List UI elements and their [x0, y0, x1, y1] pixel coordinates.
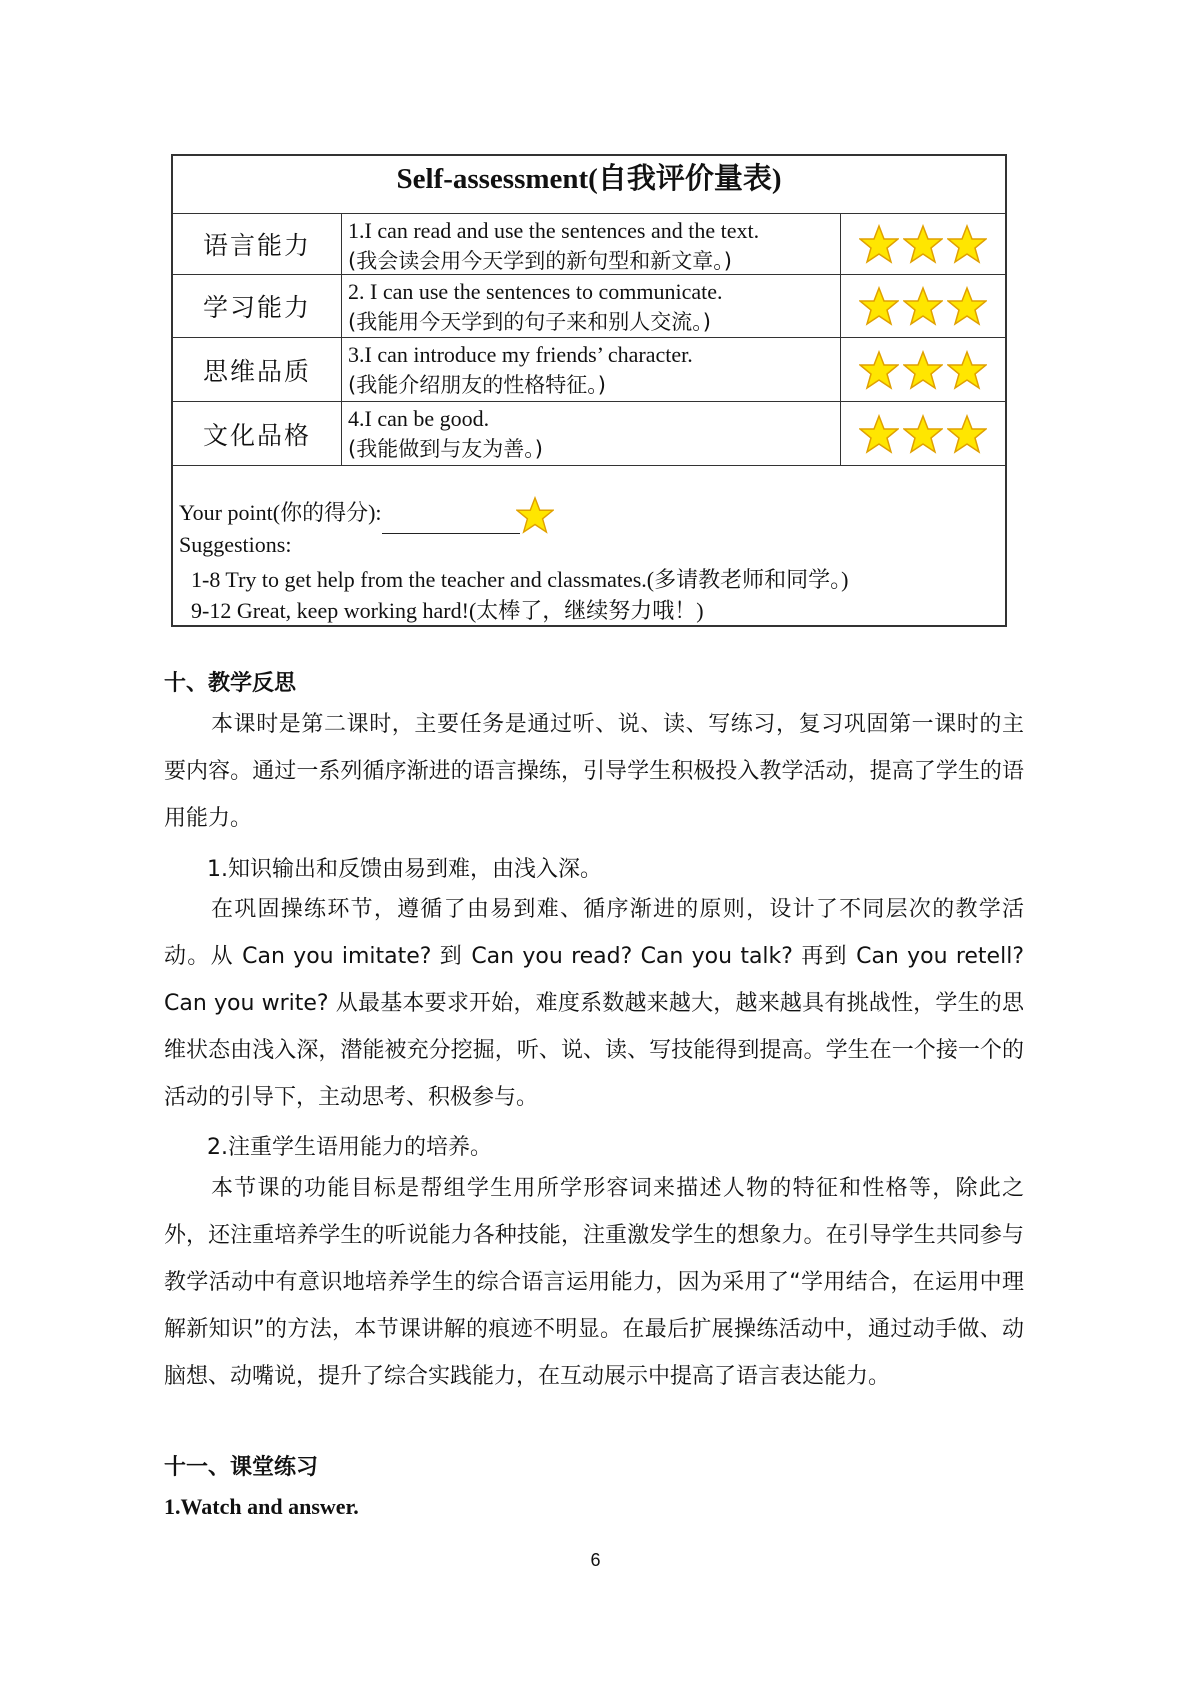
table-title: Self-assessment(自我评价量表): [173, 156, 1005, 214]
description-cell: [342, 338, 841, 401]
description-cell: [342, 214, 841, 274]
description-zh: (我会读会用今天学到的新句型和新文章。): [348, 249, 732, 273]
rating-stars: [841, 402, 1005, 465]
category-cell: 语言能力: [173, 214, 342, 274]
star-icon: [903, 414, 943, 454]
paragraph: 本课时是第二课时，主要任务是通过听、说、读、写练习，复习巩固第一课时的主要内容。通过一系列循序渐进的语言操练，引导学生积极投入教学活动，提高了学生的语用能力。: [164, 712, 1024, 831]
star-icon: [947, 350, 987, 390]
list-item: 1.知识输出和反馈由易到难，由浅入深。: [207, 857, 602, 882]
description-zh: (我能做到与友为善。): [348, 437, 543, 461]
list-item: 2.注重学生语用能力的培养。: [207, 1135, 492, 1160]
paragraph: 在巩固操练环节，遵循了由易到难、循序渐进的原则，设计了不同层次的教学活动。从 Can you imitate? 到 Can you read? Can you talk? 再到 Can you retell? Can you write? 从最基本要求开始，难度系数越来越大，越来越具有挑战性，学生的思维状态由浅入深，潜能被充分挖掘，听、说、读、写技能得到提高。学生在一个接一个的活动的引导下，主动思考、积极参与。: [164, 897, 1024, 1110]
star-icon: [516, 496, 554, 534]
description-en: 1.I can read and use the sentences and the text.: [348, 218, 760, 243]
description-cell: [342, 275, 841, 337]
exercise-title: 1.Watch and answer.: [164, 1494, 359, 1519]
description-en: 2. I can use the sentences to communicate.: [348, 279, 723, 304]
point-label: Your point(你的得分):: [179, 500, 382, 526]
suggestion-item: 9-12 Great, keep working hard!(太棒了，继续努力哦！): [191, 598, 704, 623]
star-icon: [947, 414, 987, 454]
star-icon: [859, 350, 899, 390]
page-number: 6: [590, 1550, 601, 1570]
star-icon: [859, 414, 899, 454]
description-en: 4.I can be good.: [348, 406, 490, 431]
table-row: [173, 275, 1005, 338]
star-icon: [859, 224, 899, 264]
suggestions-label: Suggestions:: [179, 532, 292, 557]
score-footer: [173, 466, 1005, 625]
table-row: [173, 402, 1005, 466]
star-icon: [947, 286, 987, 326]
category-cell: 思维品质: [173, 338, 342, 401]
category-cell: 学习能力: [173, 275, 342, 337]
description-en: 3.I can introduce my friends’ character.: [348, 342, 693, 367]
rating-stars: [841, 275, 1005, 337]
table-row: [173, 214, 1005, 275]
rating-stars: [841, 338, 1005, 401]
star-icon: [947, 224, 987, 264]
section-heading: 十、教学反思: [164, 671, 297, 696]
description-zh: (我能用今天学到的句子来和别人交流。): [348, 310, 711, 334]
rating-stars: [841, 214, 1005, 274]
point-line: [179, 496, 554, 534]
star-icon: [903, 350, 943, 390]
self-assessment-table: [171, 154, 1007, 627]
category-cell: 文化品格: [173, 402, 342, 465]
score-blank: [382, 511, 520, 534]
paragraph: 本节课的功能目标是帮组学生用所学形容词来描述人物的特征和性格等，除此之外，还注重培养学生的听说能力各种技能，注重激发学生的想象力。在引导学生共同参与教学活动中有意识地培养学生的综合语言运用能力，因为采用了“学用结合，在运用中理解新知识”的方法，本节课讲解的痕迹不明显。在最后扩展操练活动中，通过动手做、动脑想、动嘴说，提升了综合实践能力，在互动展示中提高了语言表达能力。: [164, 1176, 1024, 1389]
suggestion-item: 1-8 Try to get help from the teacher and classmates.(多请教老师和同学。): [191, 567, 849, 592]
section-heading: 十一、课堂练习: [164, 1455, 319, 1480]
star-icon: [859, 286, 899, 326]
star-icon: [903, 286, 943, 326]
description-cell: [342, 402, 841, 465]
description-zh: (我能介绍朋友的性格特征。): [348, 373, 606, 397]
star-icon: [903, 224, 943, 264]
table-row: [173, 338, 1005, 402]
